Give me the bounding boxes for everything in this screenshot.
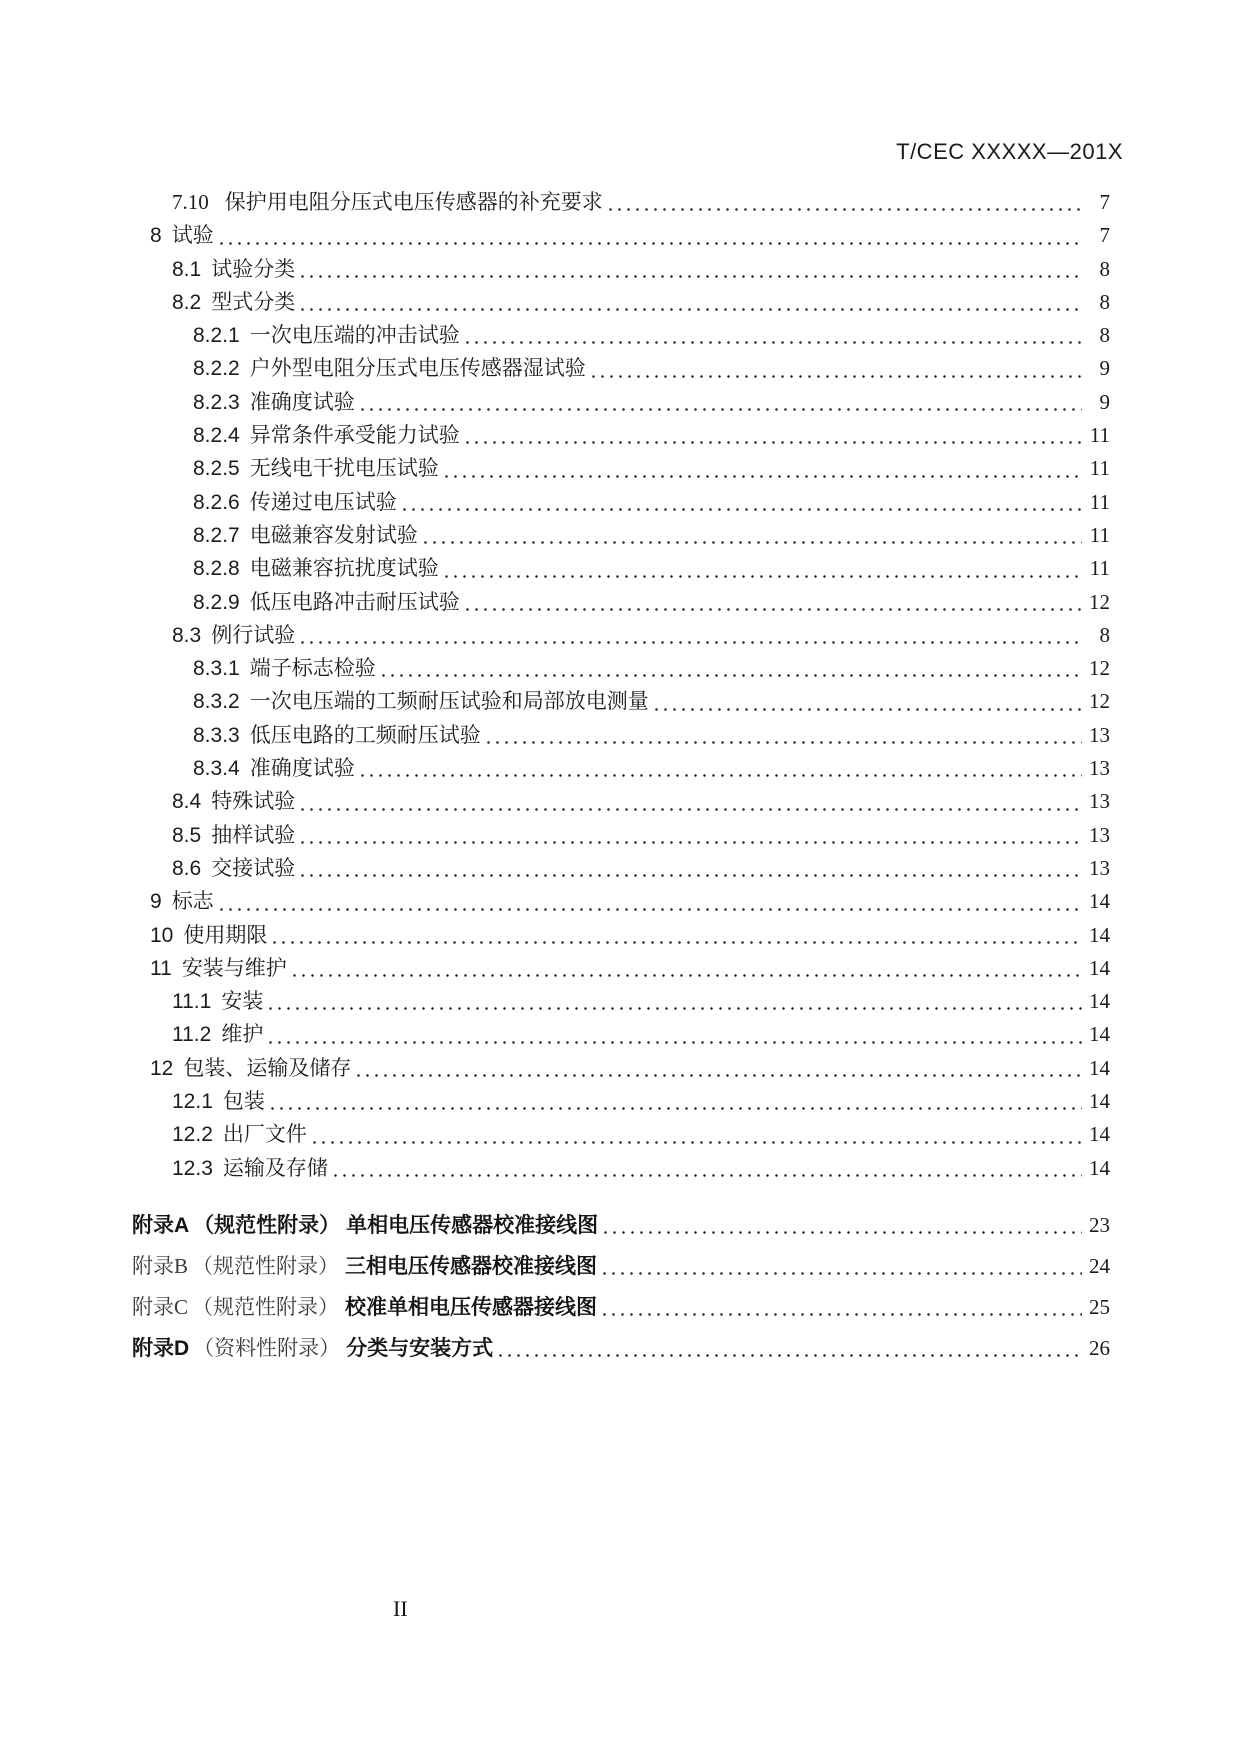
toc-entry[interactable] [132,219,1110,252]
dot-leader [293,974,1082,977]
toc-entry-title: 电磁兼容抗扰度试验 [249,557,439,581]
toc-entry-page: 8 [1099,323,1110,348]
dot-leader [445,575,1082,578]
toc-entry-number: 12.1 [172,1090,213,1114]
appendix-label: 附录A [132,1213,190,1237]
toc-entry-title: 出厂文件 [222,1123,307,1147]
toc-list [132,186,1110,1185]
dot-leader [361,774,1082,777]
toc-entry-number: 10 [150,923,174,947]
toc-entry-title: 运输及存储 [222,1156,328,1180]
toc-entry[interactable] [132,819,1110,852]
dot-leader [655,708,1082,711]
toc-entry-page: 11 [1089,556,1110,581]
toc-entry-number: 11 [150,956,172,980]
toc-entry-title: 安装与维护 [181,956,287,980]
toc-entry[interactable] [132,352,1110,385]
dot-leader [403,508,1082,511]
toc-entry-number: 8.2.1 [193,324,240,348]
toc-entry-number: 8 [150,224,162,248]
toc-entry-title: 抽样试验 [211,823,296,847]
toc-entry-page: 11 [1089,489,1110,514]
toc-entry-title: 户外型电阻分压式电压传感器湿试验 [249,357,586,381]
dot-leader [604,1231,1082,1234]
dot-leader [313,1141,1082,1144]
document-code-header: T/CEC XXXXX—201X [896,139,1123,164]
dot-leader [220,908,1082,911]
toc-entry[interactable] [132,552,1110,585]
toc-entry-page: 14 [1089,989,1110,1014]
toc-entry-title: 使用期限 [183,923,268,947]
toc-entry-page: 14 [1089,889,1110,914]
toc-entry[interactable] [132,1052,1110,1085]
toc-entry[interactable] [132,952,1110,985]
toc-entry-page: 13 [1089,756,1110,781]
toc-entry-page: 13 [1089,789,1110,814]
toc-entry[interactable] [132,319,1110,352]
footer-page-number: II [393,1596,408,1621]
dot-leader [592,375,1082,378]
toc-entry-page: 9 [1099,356,1110,381]
dot-leader [466,608,1082,611]
toc-entry-page: 14 [1089,1155,1110,1180]
appendix-normative-tag: （规范性附录） [193,1213,341,1237]
toc-entry-page: 12 [1089,656,1110,681]
appendix-title: 单相电压传感器校准接线图 [346,1213,599,1237]
toc-entry-page: 9 [1099,389,1110,414]
toc-entry[interactable] [132,186,1110,219]
appendix-label: 附录B [132,1253,189,1278]
dot-leader [301,874,1082,877]
toc-entry-page: 7 [1099,190,1110,214]
toc-entry-title: 一次电压端的工频耐压试验和局部放电测量 [249,690,649,714]
dot-leader [334,1174,1082,1177]
toc-entry-page: 8 [1099,622,1110,647]
toc-entry[interactable] [132,985,1110,1018]
dot-leader [301,641,1082,644]
toc-entry-page: 8 [1099,256,1110,281]
toc-entry-title: 一次电压端的冲击试验 [249,324,460,348]
toc-entry[interactable] [132,386,1110,419]
toc-entry-number: 7.10 [172,190,209,214]
toc-entry-title: 包装 [222,1090,265,1114]
toc-entry-page: 13 [1089,722,1110,747]
toc-entry-number: 8.6 [172,856,202,880]
toc-entry[interactable] [132,586,1110,619]
toc-entry-title: 无线电干扰电压试验 [249,457,439,481]
toc-entry[interactable] [132,452,1110,485]
toc-entry-page: 12 [1089,589,1110,614]
toc-entry-number: 12.3 [172,1156,213,1180]
appendix-list [132,1205,1110,1369]
dot-leader [424,541,1082,544]
toc-entry-number: 8.2.5 [193,457,240,481]
toc-entry-title: 传递过电压试验 [249,490,397,514]
dot-leader [361,408,1082,411]
dot-leader [609,208,1082,211]
toc-entry-title: 试验 [171,224,214,248]
toc-entry-number: 8.5 [172,823,202,847]
toc-entry-page: 11 [1089,423,1110,448]
toc-entry-title: 特殊试验 [211,790,296,814]
toc-entry-number: 8.2.7 [193,523,240,547]
toc-entry-number: 8.4 [172,790,202,814]
dot-leader [357,1074,1082,1077]
toc-entry[interactable] [132,1085,1110,1118]
toc-entry-number: 12 [150,1056,174,1080]
toc-appendix-entry[interactable] [132,1287,1110,1328]
appendix-normative-tag: （规范性附录） [192,1253,340,1278]
dot-leader [220,242,1082,245]
dot-leader [603,1272,1082,1275]
appendix-normative-tag: （规范性附录） [192,1294,340,1319]
dot-leader [271,1107,1082,1110]
dot-leader [499,1354,1082,1357]
dot-leader [273,941,1082,944]
toc-entry[interactable] [132,486,1110,519]
toc-entry-page: 14 [1089,1022,1110,1047]
toc-entry-page: 14 [1089,1055,1110,1080]
toc-entry[interactable] [132,253,1110,286]
dot-leader [301,841,1082,844]
toc-entry[interactable] [132,286,1110,319]
dot-leader [301,808,1082,811]
appendix-label: 附录D [132,1336,190,1360]
toc-entry-page: 11 [1089,456,1110,481]
toc-entry-title: 异常条件承受能力试验 [249,424,460,448]
dot-leader [466,441,1082,444]
toc-entry[interactable] [132,719,1110,752]
toc-entry-title: 准确度试验 [249,390,355,414]
toc-appendix-entry[interactable] [132,1205,1110,1246]
toc-entry-number: 8.2.3 [193,390,240,414]
toc-entry-page: 7 [1099,223,1110,248]
dot-leader [269,1007,1082,1010]
toc-entry-page: 8 [1099,289,1110,314]
toc-entry-number: 8.2 [172,290,202,314]
toc-entry[interactable] [132,419,1110,452]
toc-entry[interactable] [132,1118,1110,1151]
toc-entry-page: 14 [1089,955,1110,980]
appendix-title: 分类与安装方式 [346,1336,494,1360]
toc-entry-page: 12 [1089,689,1110,714]
toc-entry-number: 8.3.4 [193,757,240,781]
toc-entry[interactable] [132,752,1110,785]
dot-leader [382,674,1082,677]
toc-entry-number: 8.3.2 [193,690,240,714]
toc-entry-page: 11 [1089,522,1110,547]
toc-entry-page: 26 [1089,1335,1110,1360]
toc-entry-title: 电磁兼容发射试验 [249,523,418,547]
toc-entry-title: 维护 [221,1023,264,1047]
toc-entry[interactable] [132,785,1110,818]
toc-entry[interactable] [132,652,1110,685]
toc-entry-title: 端子标志检验 [249,657,376,681]
appendix-normative-tag: （资料性附录） [193,1335,341,1360]
toc-entry-number: 11.2 [172,1023,212,1047]
toc-entry-title: 型式分类 [211,290,296,314]
table-of-contents [132,186,1110,1369]
toc-entry-page: 13 [1089,855,1110,880]
toc-entry[interactable] [132,919,1110,952]
toc-entry-number: 8.2.9 [193,590,240,614]
dot-leader [301,275,1082,278]
dot-leader [445,475,1082,478]
toc-entry[interactable] [132,885,1110,918]
toc-entry-title: 保护用电阻分压式电压传感器的补充要求 [224,191,603,214]
toc-entry[interactable] [132,685,1110,718]
toc-entry[interactable] [132,519,1110,552]
toc-entry-page: 13 [1089,822,1110,847]
toc-entry-title: 交接试验 [211,856,296,880]
dot-leader [466,341,1082,344]
toc-appendix-entry[interactable] [132,1246,1110,1287]
toc-entry-number: 8.1 [172,257,202,281]
toc-entry[interactable] [132,852,1110,885]
toc-entry-title: 试验分类 [211,257,296,281]
toc-entry-number: 8.2.8 [193,557,240,581]
appendix-title: 校准单相电压传感器接线图 [345,1295,598,1319]
toc-entry-number: 8.3 [172,623,202,647]
toc-entry[interactable] [132,619,1110,652]
toc-entry-page: 14 [1089,1122,1110,1147]
dot-leader [603,1313,1082,1316]
toc-entry-title: 标志 [171,890,214,914]
toc-entry-title: 低压电路的工频耐压试验 [249,723,481,747]
toc-entry-number: 8.2.4 [193,424,240,448]
appendix-title: 三相电压传感器校准接线图 [345,1254,598,1278]
dot-leader [301,308,1082,311]
toc-entry-page: 24 [1089,1253,1110,1278]
toc-appendix-entry[interactable] [132,1328,1110,1369]
appendix-label: 附录C [132,1294,189,1319]
toc-entry-title: 准确度试验 [249,757,355,781]
dot-leader [487,741,1082,744]
toc-entry-number: 8.3.1 [193,657,240,681]
dot-leader [269,1041,1082,1044]
toc-entry[interactable] [132,1018,1110,1051]
toc-entry-title: 例行试验 [211,623,296,647]
toc-entry-page: 25 [1089,1294,1110,1319]
toc-entry-page: 14 [1089,922,1110,947]
toc-entry-number: 8.2.6 [193,490,240,514]
toc-entry-number: 12.2 [172,1123,213,1147]
toc-entry-number: 8.2.2 [193,357,240,381]
toc-entry-title: 安装 [221,990,264,1014]
toc-entry-title: 包装、运输及储存 [183,1056,352,1080]
toc-entry-number: 11.1 [172,990,212,1014]
toc-entry-number: 8.3.3 [193,723,240,747]
toc-entry-number: 9 [150,890,162,914]
toc-entry[interactable] [132,1152,1110,1185]
toc-entry-title: 低压电路冲击耐压试验 [249,590,460,614]
toc-entry-page: 14 [1089,1089,1110,1114]
toc-entry-page: 23 [1089,1212,1110,1237]
